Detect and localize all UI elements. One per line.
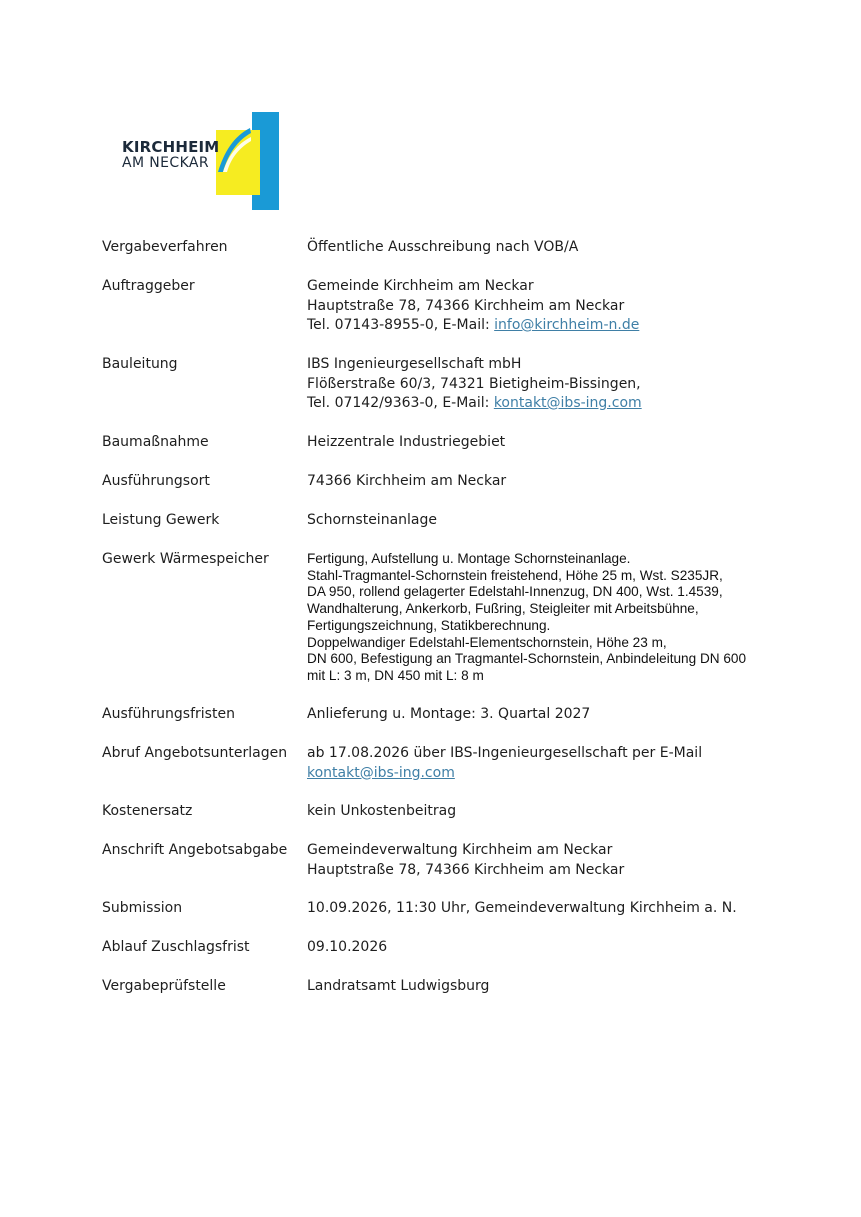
label-anschrift: Anschrift Angebotsabgabe bbox=[102, 842, 288, 858]
logo-text-kirchheim: KIRCHHEIM bbox=[122, 138, 220, 156]
value-leistung-gewerk: Schornsteinanlage bbox=[307, 512, 437, 528]
abruf-text: ab 17.08.2026 über IBS-Ingenieurgesellschaft per E-Mail bbox=[307, 745, 703, 761]
label-gewerk-waermespeicher: Gewerk Wärmespeicher bbox=[102, 551, 269, 567]
auftraggeber-name: Gemeinde Kirchheim am Neckar bbox=[307, 278, 534, 294]
bauleitung-phone: Tel. 07142/9363-0, E-Mail: bbox=[307, 395, 494, 411]
value-zuschlagsfrist: 09.10.2026 bbox=[307, 939, 388, 955]
anschrift-name: Gemeindeverwaltung Kirchheim am Neckar bbox=[307, 842, 613, 858]
value-anschrift bbox=[307, 841, 827, 880]
label-zuschlagsfrist: Ablauf Zuschlagsfrist bbox=[102, 939, 250, 955]
detail-line: Doppelwandiger Edelstahl-Elementschornstein, Höhe 23 m, bbox=[307, 634, 667, 650]
label-baumassnahme: Baumaßnahme bbox=[102, 434, 209, 450]
label-auftraggeber: Auftraggeber bbox=[102, 278, 195, 294]
value-bauleitung bbox=[307, 355, 827, 414]
bauleitung-contact bbox=[307, 394, 827, 414]
detail-line: DN 600, Befestigung an Tragmantel-Schornstein, Anbindeleitung DN 600 bbox=[307, 651, 747, 667]
detail-line: Wandhalterung, Ankerkorb, Fußring, Steigleiter mit Arbeitsbühne, bbox=[307, 601, 699, 617]
detail-line: Stahl-Tragmantel-Schornstein freistehend, Höhe 25 m, Wst. S235JR, bbox=[307, 567, 723, 583]
label-submission: Submission bbox=[102, 900, 183, 916]
bauleitung-address: Flößerstraße 60/3, 74321 Bietigheim-Bissingen, bbox=[307, 375, 641, 392]
detail-line: Fertigungszeichnung, Statikberechnung. bbox=[307, 617, 551, 633]
value-submission: 10.09.2026, 11:30 Uhr, Gemeindeverwaltung Kirchheim a. N. bbox=[307, 900, 737, 916]
anschrift-address: Hauptstraße 78, 74366 Kirchheim am Neckar bbox=[307, 861, 625, 878]
value-auftraggeber bbox=[307, 277, 827, 336]
value-vergabeverfahren: Öffentliche Ausschreibung nach VOB/A bbox=[307, 239, 579, 255]
label-abruf: Abruf Angebotsunterlagen bbox=[102, 745, 288, 761]
abruf-email-link[interactable]: kontakt@ibs-ing.com bbox=[307, 764, 455, 781]
auftraggeber-email-link[interactable]: info@kirchheim-n.de bbox=[494, 317, 640, 333]
bauleitung-email-link[interactable]: kontakt@ibs-ing.com bbox=[493, 395, 642, 411]
detail-line: DA 950, rollend gelagerter Edelstahl-Innenzug, DN 400, Wst. 1.4539, bbox=[307, 584, 723, 600]
label-vergabepruefstelle: Vergabeprüfstelle bbox=[102, 978, 226, 994]
label-ausfuehrungsort: Ausführungsort bbox=[102, 473, 210, 489]
auftraggeber-address: Hauptstraße 78, 74366 Kirchheim am Neckar bbox=[307, 297, 625, 314]
logo-text-am-neckar: AM NECKAR bbox=[122, 155, 210, 171]
bauleitung-name: IBS Ingenieurgesellschaft mbH bbox=[307, 356, 522, 372]
value-gewerk-waermespeicher bbox=[307, 551, 827, 685]
value-ausfuehrungsort: 74366 Kirchheim am Neckar bbox=[307, 473, 507, 489]
label-bauleitung: Bauleitung bbox=[102, 356, 178, 372]
value-baumassnahme: Heizzentrale Industriegebiet bbox=[307, 434, 506, 450]
value-abruf bbox=[307, 744, 827, 783]
label-kostenersatz: Kostenersatz bbox=[102, 803, 193, 819]
label-leistung-gewerk: Leistung Gewerk bbox=[102, 512, 220, 528]
auftraggeber-contact bbox=[307, 316, 827, 336]
label-vergabeverfahren: Vergabeverfahren bbox=[102, 239, 228, 255]
label-ausfuehrungsfristen: Ausführungsfristen bbox=[102, 706, 235, 722]
detail-line: mit L: 3 m, DN 450 mit L: 8 m bbox=[307, 667, 484, 683]
value-vergabepruefstelle: Landratsamt Ludwigsburg bbox=[307, 978, 490, 994]
auftraggeber-phone: Tel. 07143-8955-0, E-Mail: bbox=[307, 317, 495, 333]
value-kostenersatz: kein Unkostenbeitrag bbox=[307, 803, 457, 819]
value-ausfuehrungsfristen: Anlieferung u. Montage: 3. Quartal 2027 bbox=[307, 706, 591, 722]
detail-line: Fertigung, Aufstellung u. Montage Schornsteinanlage. bbox=[307, 551, 631, 566]
